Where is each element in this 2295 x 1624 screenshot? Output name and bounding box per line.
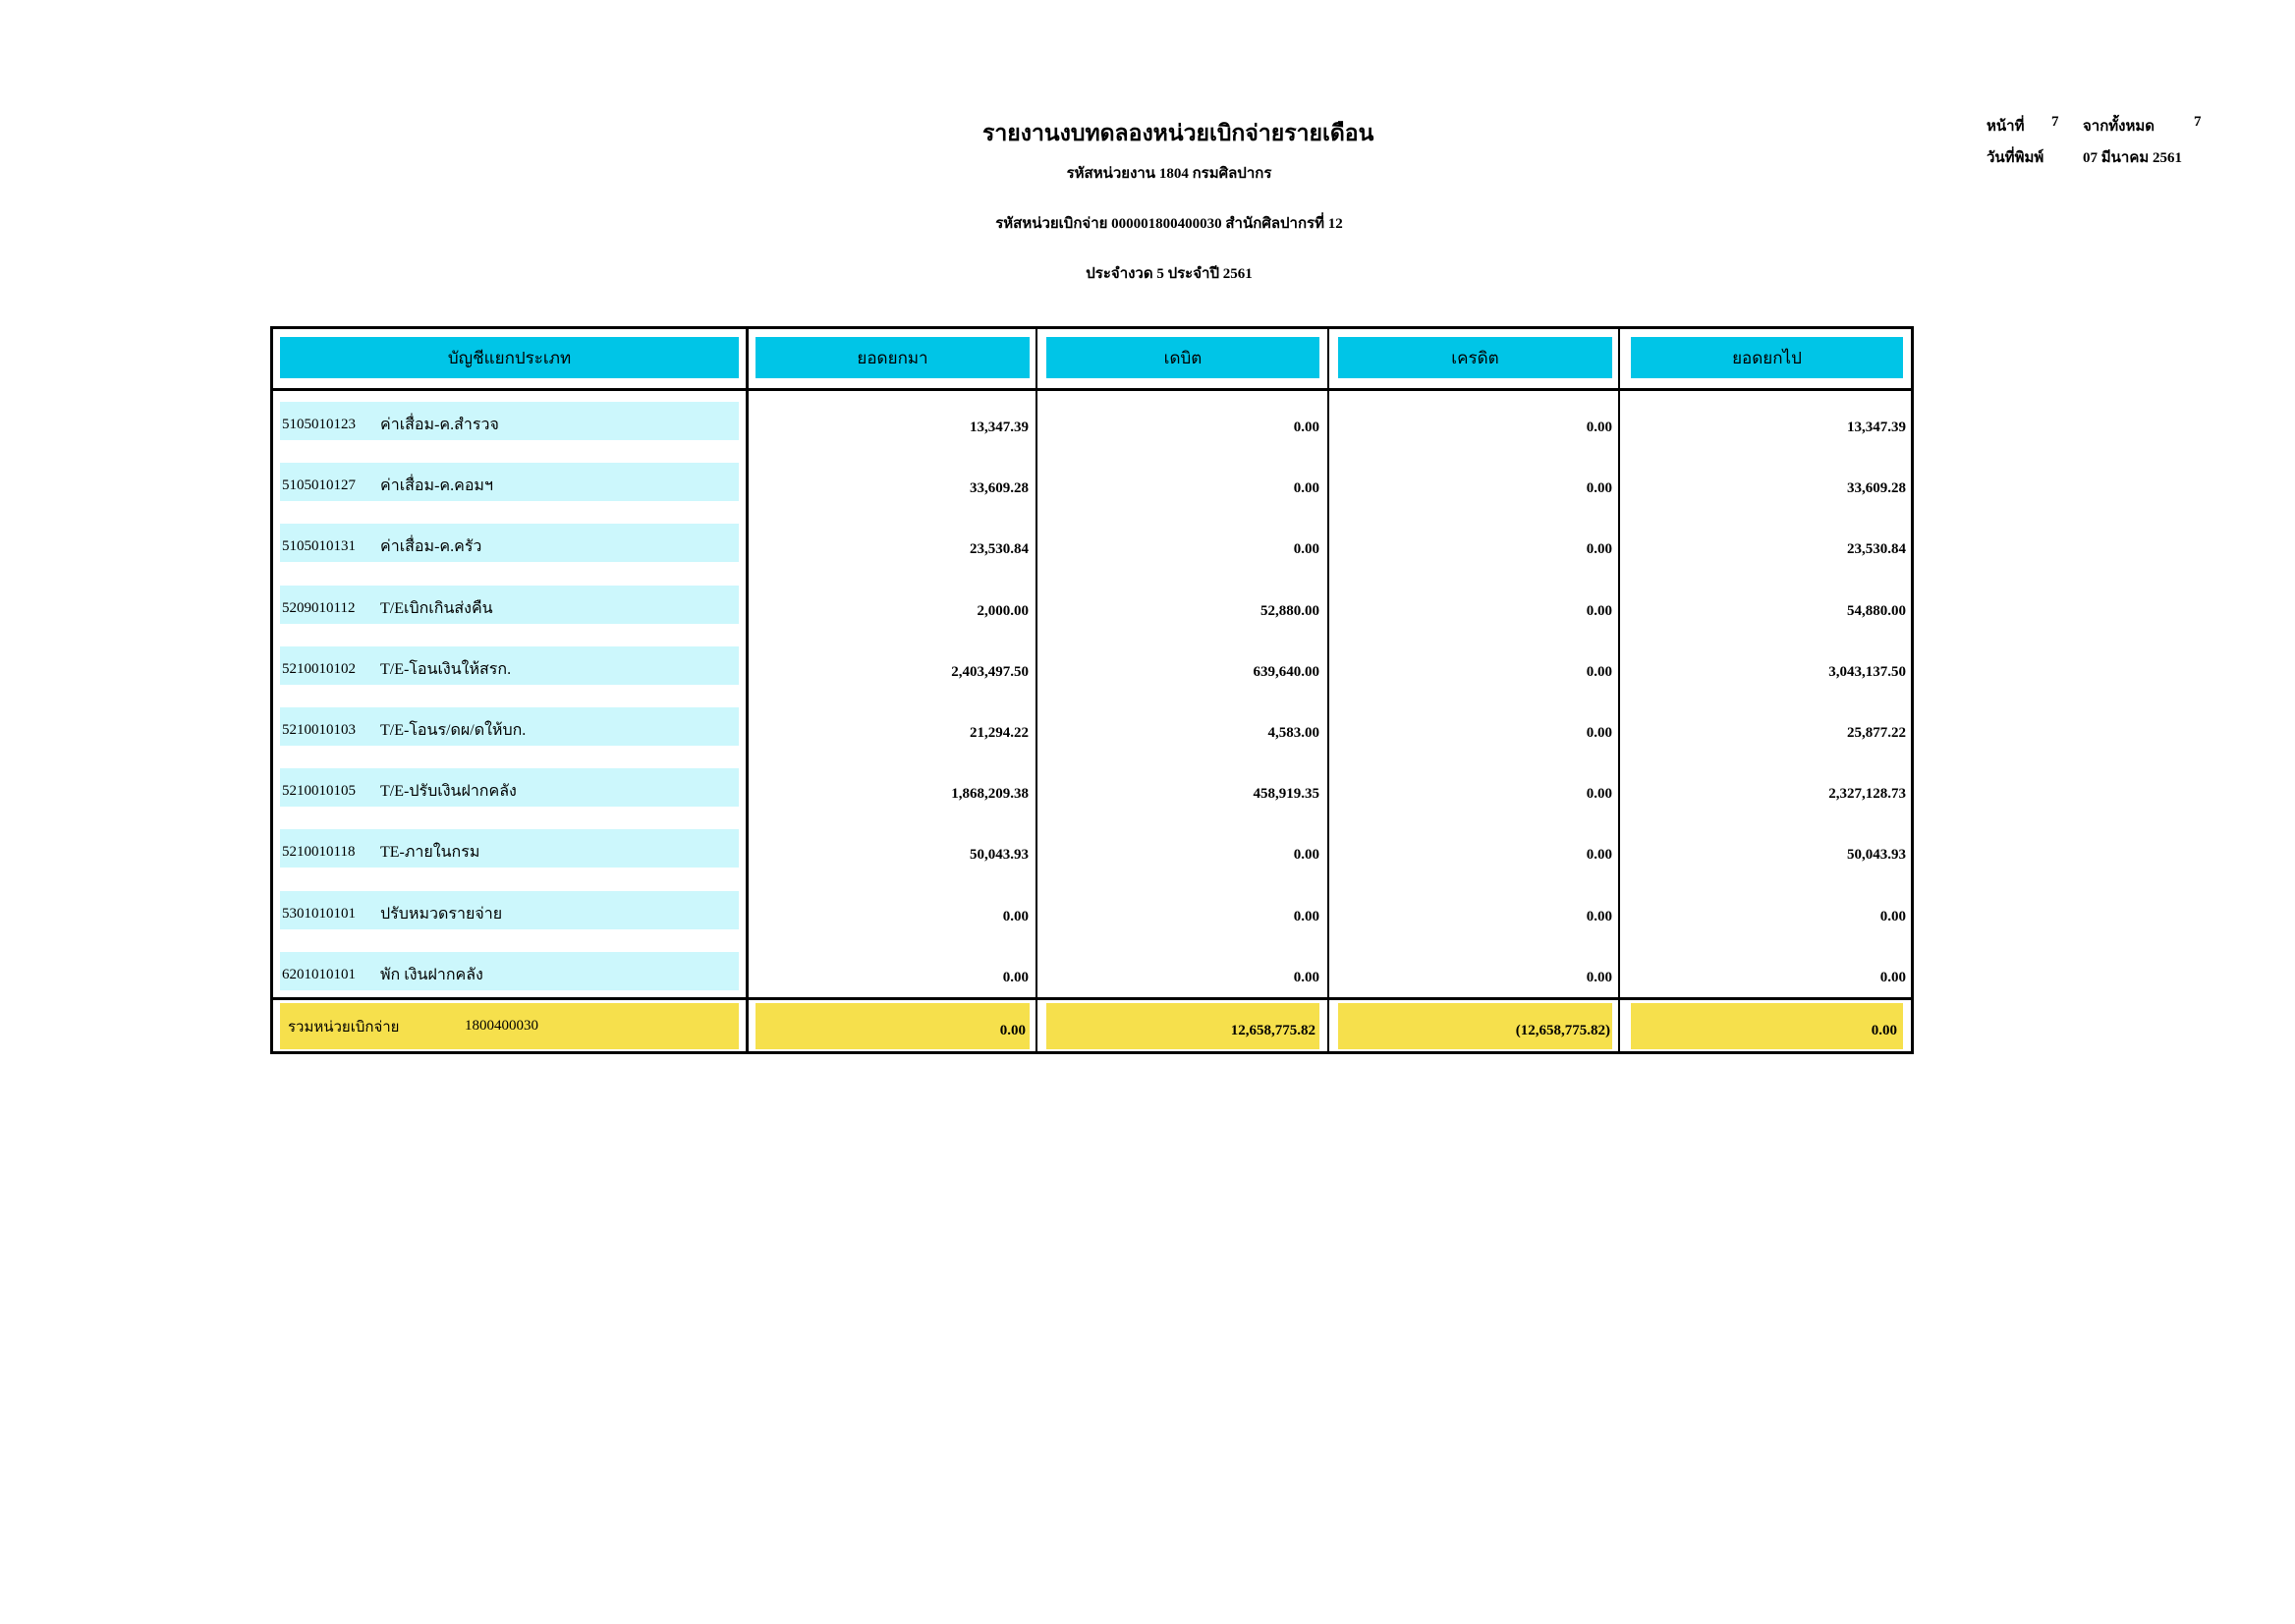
print-date-label: วันที่พิมพ์: [1987, 150, 2044, 166]
account-code: 5301010101: [282, 906, 356, 922]
table-border-right: [1911, 326, 1914, 1054]
column-header-label: บัญชีแยกประเภท: [447, 348, 572, 367]
account-code: 5210010102: [282, 661, 356, 677]
account-name: ค่าเสื่อม-ค.ครัว: [380, 538, 482, 555]
account-name: T/Eเบิกเกินส่งคืน: [380, 600, 493, 617]
total-debit: [1046, 1003, 1319, 1049]
account-code: 6201010101: [282, 967, 356, 982]
total-pages-value: 7: [2194, 114, 2202, 130]
amount-debit: 639,640.00: [1253, 664, 1319, 680]
amount-credit: 0.00: [1586, 786, 1612, 802]
total-value: (12,658,775.82): [1515, 1023, 1610, 1038]
account-name: T/E-โอนเงินให้สรก.: [380, 661, 512, 678]
amount-debit: 0.00: [1293, 847, 1319, 863]
amount-credit: 0.00: [1586, 420, 1612, 435]
column-header-account: [280, 337, 739, 378]
print-date-value: 07 มีนาคม 2561: [2083, 150, 2182, 166]
amount-carried-forward: 54,880.00: [1847, 603, 1906, 619]
table-row: [280, 768, 739, 807]
page-label: หน้าที่: [1987, 119, 2025, 135]
amount-carried-forward: 25,877.22: [1847, 725, 1906, 741]
period-line: ประจำงวด 5 ประจำปี 2561: [1086, 266, 1253, 282]
amount-carried-forward: 50,043.93: [1847, 847, 1906, 863]
amount-brought-forward: 13,347.39: [970, 420, 1029, 435]
account-code: 5209010112: [282, 600, 356, 616]
amount-credit: 0.00: [1586, 603, 1612, 619]
header-divider: [270, 388, 1914, 391]
total-value: 12,658,775.82: [1230, 1023, 1315, 1038]
total-pages-label: จากทั้งหมด: [2083, 119, 2155, 135]
column-divider: [1327, 326, 1329, 1054]
column-header-credit: [1338, 337, 1612, 378]
amount-brought-forward: 1,868,209.38: [951, 786, 1029, 802]
table-row: [280, 829, 739, 868]
column-divider: [1618, 326, 1620, 1054]
total-credit: [1338, 1003, 1612, 1049]
column-divider: [1036, 326, 1037, 1054]
table-border-left: [270, 326, 273, 1054]
account-name: ค่าเสื่อม-ค.คอมฯ: [380, 477, 493, 494]
amount-credit: 0.00: [1586, 970, 1612, 985]
account-code: 5105010131: [282, 538, 356, 554]
total-row-unit-code: 1800400030: [465, 1018, 538, 1034]
amount-credit: 0.00: [1586, 725, 1612, 741]
amount-debit: 52,880.00: [1260, 603, 1319, 619]
table-row: [280, 707, 739, 746]
report-title: รายงานงบทดลองหน่วยเบิกจ่ายรายเดือน: [982, 121, 1374, 145]
account-name: TE-ภายในกรม: [380, 844, 480, 861]
amount-credit: 0.00: [1586, 480, 1612, 496]
amount-brought-forward: 21,294.22: [970, 725, 1029, 741]
amount-carried-forward: 0.00: [1879, 970, 1906, 985]
amount-credit: 0.00: [1586, 664, 1612, 680]
column-divider: [746, 326, 749, 1054]
total-brought-forward: [756, 1003, 1030, 1049]
column-header-label: ยอดยกไป: [1732, 348, 1802, 367]
table-border-bottom: [270, 1051, 1914, 1054]
amount-brought-forward: 23,530.84: [970, 541, 1029, 557]
amount-debit: 458,919.35: [1253, 786, 1319, 802]
column-header-label: ยอดยกมา: [857, 348, 928, 367]
amount-credit: 0.00: [1586, 541, 1612, 557]
amount-credit: 0.00: [1586, 847, 1612, 863]
total-value: 0.00: [999, 1023, 1026, 1038]
column-header-label: เดบิต: [1163, 348, 1203, 367]
amount-brought-forward: 2,000.00: [977, 603, 1029, 619]
amount-credit: 0.00: [1586, 909, 1612, 924]
amount-brought-forward: 2,403,497.50: [951, 664, 1029, 680]
table-row: [280, 646, 739, 685]
account-code: 5210010118: [282, 844, 356, 860]
total-carried-forward: [1631, 1003, 1903, 1049]
amount-brought-forward: 0.00: [1002, 909, 1029, 924]
account-code: 5105010123: [282, 417, 356, 432]
account-name: ปรับหมวดรายจ่าย: [380, 906, 503, 923]
amount-brought-forward: 33,609.28: [970, 480, 1029, 496]
disbursing-unit-line: รหัสหน่วยเบิกจ่าย 000001800400030 สำนักศิลปากรที่ 12: [995, 216, 1343, 232]
amount-debit: 0.00: [1293, 909, 1319, 924]
table-row: [280, 586, 739, 624]
column-header-debit: [1046, 337, 1319, 378]
account-name: T/E-โอนร/ดผ/ดให้บก.: [380, 722, 527, 739]
table-border-top: [270, 326, 1914, 329]
total-row-label-cell: [280, 1003, 739, 1049]
account-code: 5210010105: [282, 783, 356, 799]
page-value: 7: [2051, 114, 2059, 130]
amount-debit: 0.00: [1293, 541, 1319, 557]
column-header-label: เครดิต: [1451, 348, 1499, 367]
table-row: [280, 891, 739, 929]
account-code: 5210010103: [282, 722, 356, 738]
column-header-brought-forward: [756, 337, 1030, 378]
table-row: [280, 463, 739, 501]
amount-debit: 0.00: [1293, 970, 1319, 985]
table-row: [280, 952, 739, 990]
amount-carried-forward: 2,327,128.73: [1828, 786, 1906, 802]
amount-debit: 0.00: [1293, 420, 1319, 435]
agency-line: รหัสหน่วยงาน 1804 กรมศิลปากร: [1066, 166, 1272, 182]
column-header-carried-forward: [1631, 337, 1903, 378]
amount-brought-forward: 0.00: [1002, 970, 1029, 985]
amount-carried-forward: 13,347.39: [1847, 420, 1906, 435]
total-row-label: รวมหน่วยเบิกจ่าย: [288, 1019, 400, 1036]
account-name: T/E-ปรับเงินฝากคลัง: [380, 783, 517, 800]
account-name: ค่าเสื่อม-ค.สำรวจ: [380, 417, 499, 433]
table-row: [280, 402, 739, 440]
amount-carried-forward: 33,609.28: [1847, 480, 1906, 496]
amount-carried-forward: 0.00: [1879, 909, 1906, 924]
account-code: 5105010127: [282, 477, 356, 493]
total-divider: [270, 997, 1914, 1000]
amount-debit: 0.00: [1293, 480, 1319, 496]
table-row: [280, 524, 739, 562]
account-name: พัก เงินฝากคลัง: [380, 967, 483, 983]
amount-carried-forward: 23,530.84: [1847, 541, 1906, 557]
amount-brought-forward: 50,043.93: [970, 847, 1029, 863]
total-value: 0.00: [1871, 1023, 1897, 1038]
amount-debit: 4,583.00: [1267, 725, 1319, 741]
amount-carried-forward: 3,043,137.50: [1828, 664, 1906, 680]
